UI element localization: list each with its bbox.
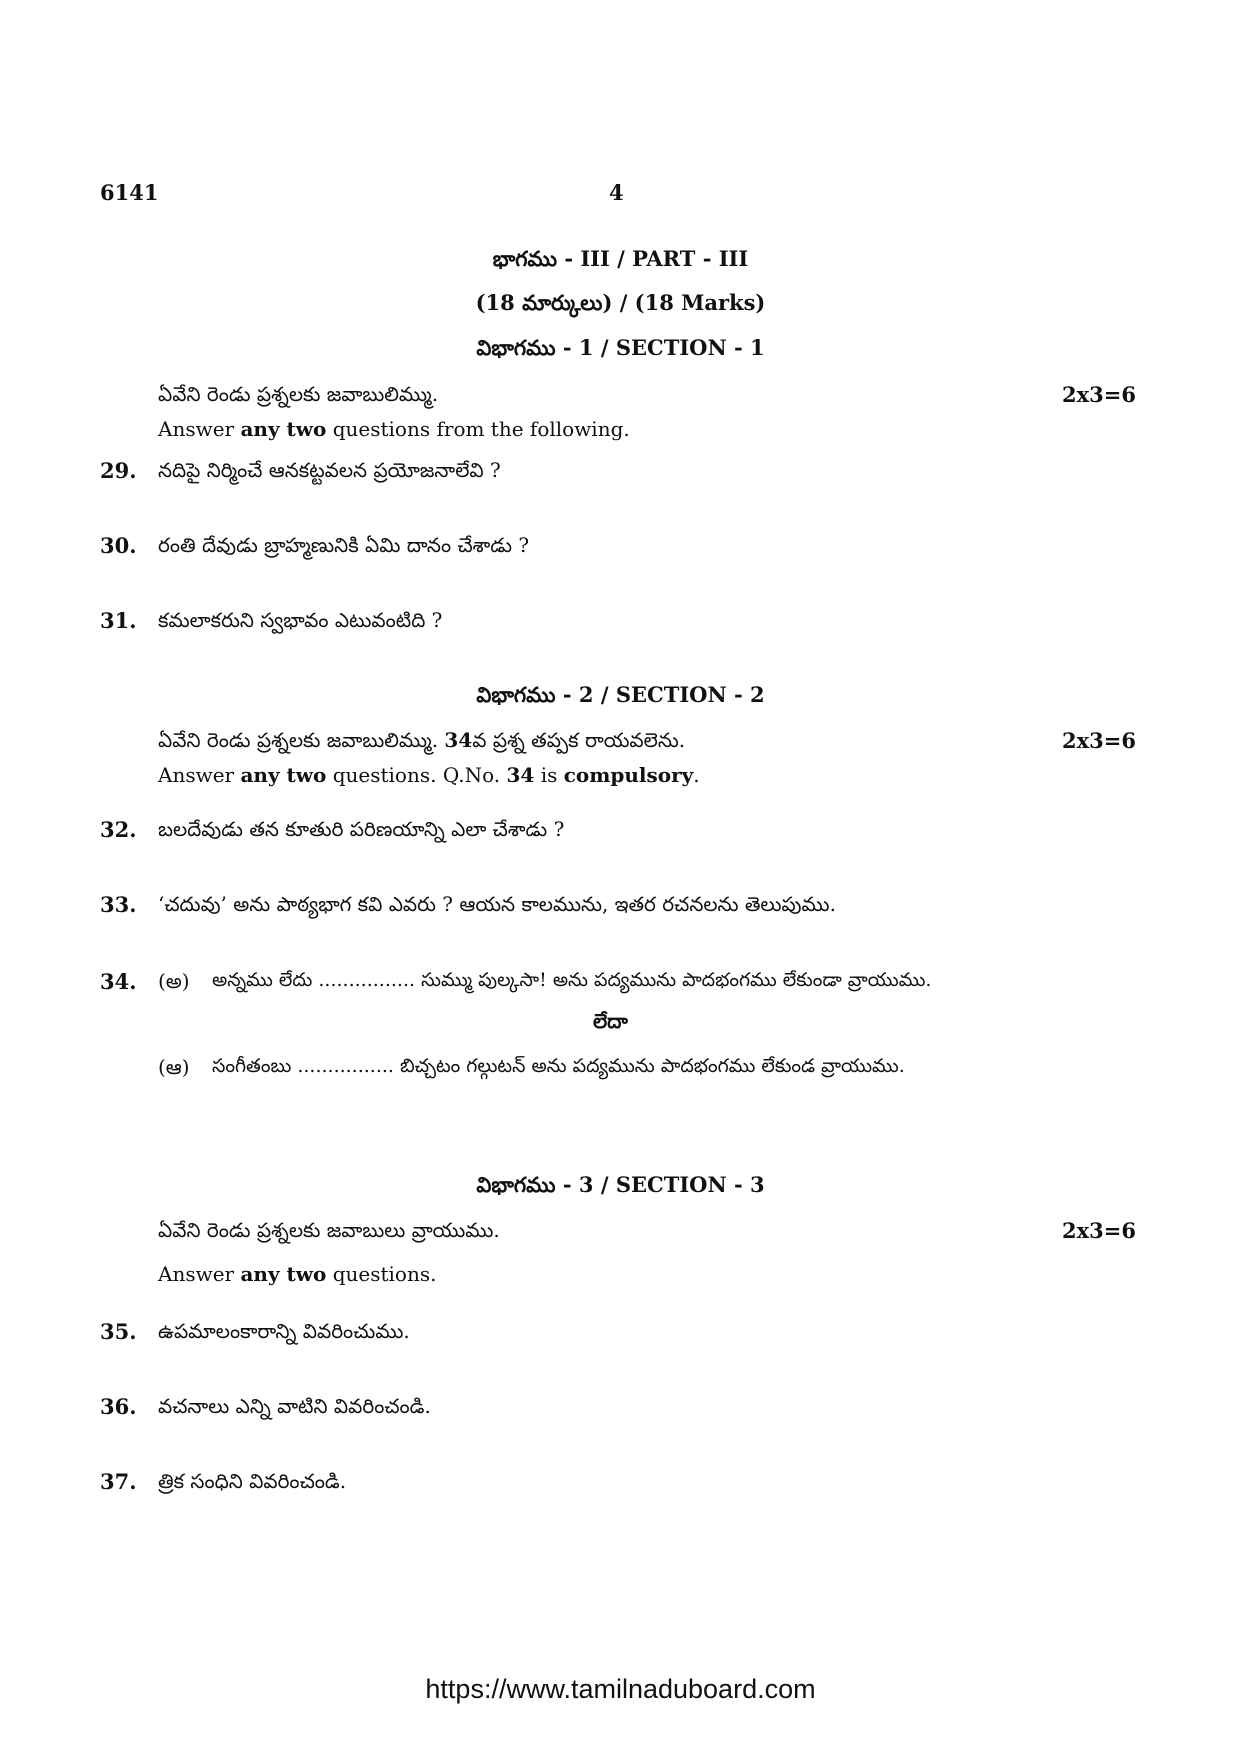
page-number: 4 xyxy=(609,180,624,205)
section-2-heading: విభాగము - 2 / SECTION - 2 xyxy=(476,682,765,707)
option-b-label: (ఆ) xyxy=(158,1055,190,1079)
section-3-instruction-english: Answer any two questions. xyxy=(158,1262,437,1286)
or-label: లేదా xyxy=(593,1009,628,1033)
question-text: రంతి దేవుడు బ్రాహ్మణునికి ఏమి దానం చేశాడు ? xyxy=(158,533,530,557)
section-1-instruction-telugu: ఏవేని రెండు ప్రశ్నలకు జవాబులిమ్ము. xyxy=(158,382,439,406)
question-text: బలదేవుడు తన కూతురి పరిణయాన్ని ఎలా చేశాడు ? xyxy=(158,817,565,841)
question-text: కమలాకరుని స్వభావం ఎటువంటిది ? xyxy=(158,608,443,632)
section-2-instruction-english: Answer any two questions. Q.No. 34 is compulsory. xyxy=(158,763,700,787)
question-text: ‘చదువు’ అను పాఠ్యభాగ కవి ఎవరు ? ఆయన కాలమును, ఇతర రచనలను తెలుపుము. xyxy=(158,892,836,916)
section-1-instruction-english: Answer any two questions from the following. xyxy=(158,417,630,441)
question-number: 31. xyxy=(100,608,137,633)
question-number: 29. xyxy=(100,458,137,483)
section-1-heading: విభాగము - 1 / SECTION - 1 xyxy=(476,335,765,360)
section-1-marks: 2x3=6 xyxy=(1062,382,1136,407)
question-number: 36. xyxy=(100,1394,137,1419)
question-number: 32. xyxy=(100,817,137,842)
question-text: వచనాలు ఎన్ని వాటిని వివరించండి. xyxy=(158,1394,431,1418)
question-number: 37. xyxy=(100,1469,137,1494)
question-text: ఉపమాలంకారాన్ని వివరించుము. xyxy=(158,1319,410,1343)
section-2-marks: 2x3=6 xyxy=(1062,728,1136,753)
footer-url[interactable]: https://www.tamilnaduboard.com xyxy=(425,1674,816,1704)
section-3-marks: 2x3=6 xyxy=(1062,1218,1136,1243)
section-2-instruction-telugu: ఏవేని రెండు ప్రశ్నలకు జవాబులిమ్ము. 34వ ప్రశ్న తప్పక రాయవలెను. xyxy=(158,728,686,752)
part-marks: (18 మార్కులు) / (18 Marks) xyxy=(475,290,766,315)
part-title: భాగము - III / PART - III xyxy=(492,246,749,271)
question-number: 33. xyxy=(100,892,137,917)
question-number: 30. xyxy=(100,533,137,558)
question-number: 35. xyxy=(100,1319,137,1344)
paper-code: 6141 xyxy=(100,180,159,205)
option-a-text: అన్నము లేదు ................ సుమ్ము పుల్కసా! అను పద్యమును పాదభంగము లేకుండా వ్రాయుము. xyxy=(212,969,932,991)
option-b-text: సంగీతంబు ................ బిచ్చటం గల్గుటన్ అను పద్యమును పాదభంగము లేకుండ వ్రాయుము. xyxy=(212,1055,905,1077)
question-text: నదిపై నిర్మించే ఆనకట్టవలన ప్రయోజనాలేవి ? xyxy=(158,458,501,482)
section-3-heading: విభాగము - 3 / SECTION - 3 xyxy=(476,1172,765,1197)
section-3-instruction-telugu: ఏవేని రెండు ప్రశ్నలకు జవాబులు వ్రాయుము. xyxy=(158,1218,500,1242)
question-text: త్రిక సంధిని వివరించండి. xyxy=(158,1469,347,1493)
question-number: 34. xyxy=(100,969,137,994)
option-a-label: (అ) xyxy=(158,969,190,993)
